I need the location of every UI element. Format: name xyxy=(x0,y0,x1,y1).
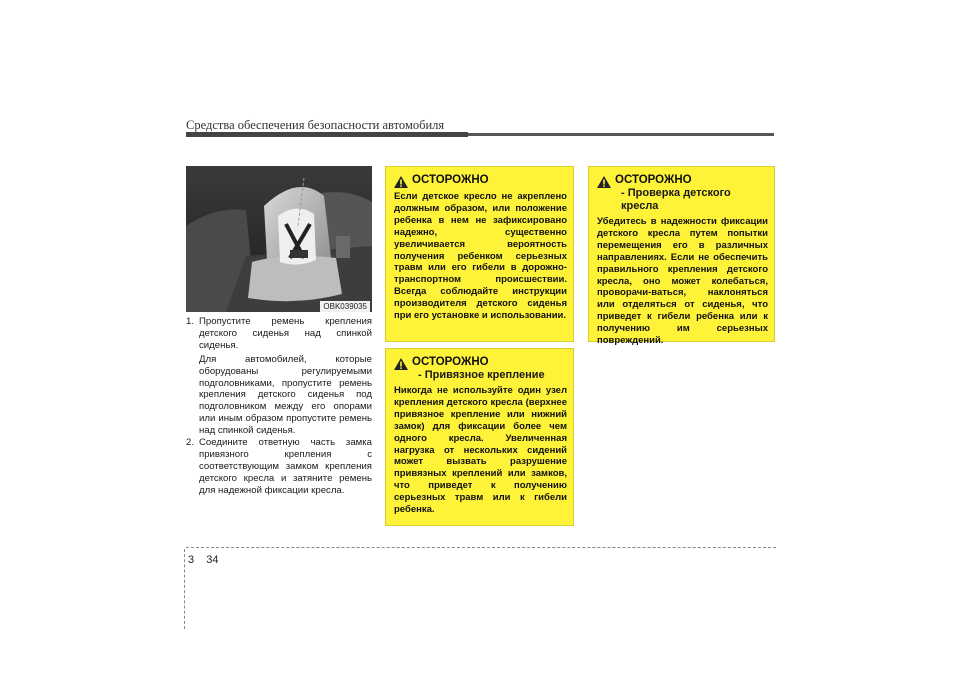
header-title: Средства обеспечения безопасности автомобиля xyxy=(186,118,445,132)
warning-subtitle: - Проверка детского кресла xyxy=(621,187,731,212)
child-seat-illustration xyxy=(186,166,372,312)
warning-title: ОСТОРОЖНО xyxy=(412,174,489,186)
step-number: 2. xyxy=(186,437,195,449)
warning-title: ОСТОРОЖНО xyxy=(615,174,692,186)
footer-rule xyxy=(186,547,776,548)
step-number: 1. xyxy=(186,316,195,327)
warning-triangle-icon xyxy=(394,358,408,370)
warning-text: Убедитесь в надежности фиксации детского кресла путем попытки перемещения его в различных направлениях. Если не обеспечить правильного крепления детского кресла, оно может колебаться, проворачи-ваться, наклоняться или отделяться от сиденья, что приведет к гибели ребенка или к получению им серьезных повреждений. xyxy=(597,216,768,347)
warning-box-check xyxy=(588,166,775,347)
warning-title: ОСТОРОЖНО xyxy=(412,356,489,368)
instruction-steps xyxy=(186,316,372,497)
page-number-value: 34 xyxy=(206,554,219,566)
header-rule-accent xyxy=(186,132,468,137)
page-number xyxy=(188,554,219,566)
warning-box-general xyxy=(385,166,574,342)
step-text: Соедините ответную часть замка привязного крепления с соответствующим замком крепления детского кресла и затяните ремень для надежной фиксации кресла. xyxy=(199,437,372,496)
warning-triangle-icon xyxy=(597,176,611,188)
warning-text: Никогда не используйте один узел крепления детского кресла (верхнее привязное крепление или нижний замок) для фиксации более чем одного кресла. Увеличенная нагрузка от нескольких сидений может вызвать разрушение привязных креплений или замков, что приведет к получению серьезных травм или к гибели ребенка. xyxy=(394,385,567,516)
footer-vertical-rule xyxy=(184,549,185,629)
step-2 xyxy=(186,437,372,497)
warning-box-tether xyxy=(385,348,574,526)
child-seat-photo xyxy=(186,166,372,312)
warning-triangle-icon xyxy=(394,176,408,188)
section-number: 3 xyxy=(188,554,195,566)
step-text: Для автомобилей, которые оборудованы регулируемыми подголовниками, пропустите ремень крепления детского сиденья под подголовником между его опорами или иным образом пропустите ремень над спинкой сиденья. xyxy=(199,353,372,437)
step-1 xyxy=(186,316,372,437)
photo-code: OBK039035 xyxy=(320,301,370,312)
warning-text: Если детское кресло не акреплено должным образом, или положение ребенка в нем не зафиксировано надежно, существенно увеличивается вероятность получения ребенком серьезных травм или его гибели в дорожно-транспортном происшествии. Всегда соблюдайте инструкции производителя детского сиденья при его установке и использовании. xyxy=(394,191,567,322)
warning-subtitle: - Привязное крепление xyxy=(418,369,545,381)
step-text: Пропустите ремень крепления детского сиденья над спинкой сиденья. xyxy=(199,316,372,351)
